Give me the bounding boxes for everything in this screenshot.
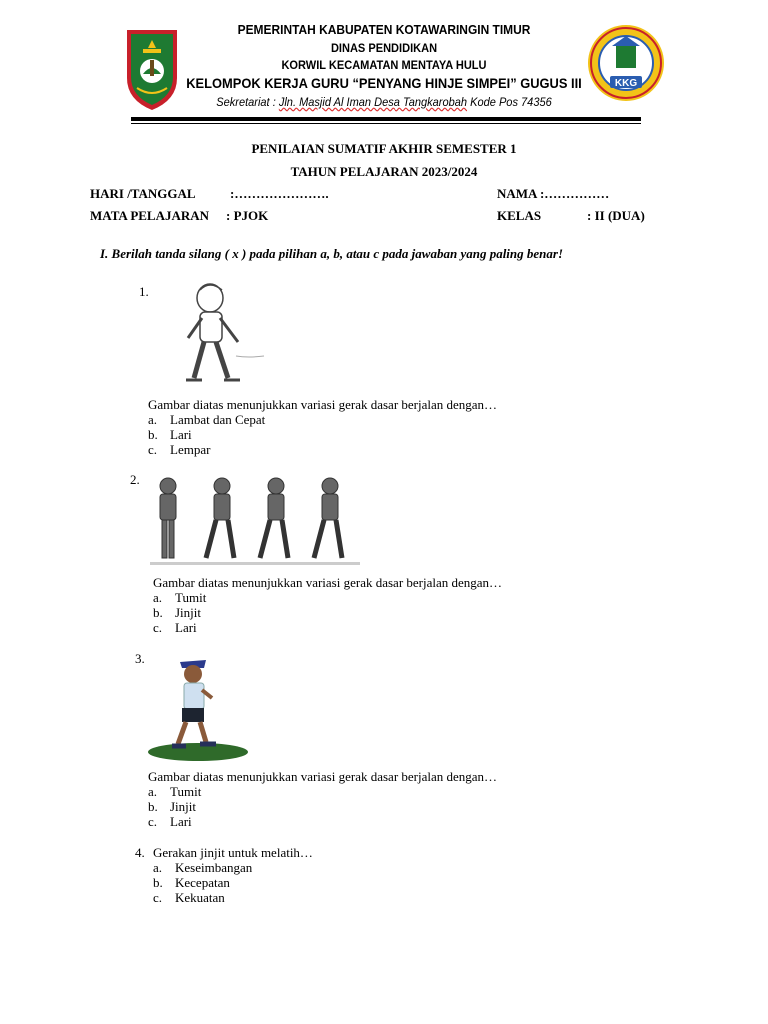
letterhead-divider-thin [131,123,641,124]
address-body: Jln. Masjid Al Iman Desa Tangkarobah [278,95,468,109]
option-letter: a. [153,860,163,875]
kelas-value: : II (DUA) [587,208,645,223]
option-text: Tumit [175,590,207,605]
option-text: Kecepatan [175,875,230,890]
tiptoe-boy-illustration [146,652,252,762]
address-suffix: Kode Pos 74356 [467,95,552,109]
option-letter: c. [153,620,163,635]
option-text: Jinjit [170,799,197,814]
option-letter: b. [153,605,163,620]
question-number: 3. [135,651,145,666]
mapel-value: : PJOK [226,208,269,223]
option-text: Kekuatan [175,890,225,905]
option-text: Lambat dan Cepat [170,412,266,427]
question-number: 1. [139,284,149,299]
option-b [153,875,230,891]
option-letter: a. [153,590,163,605]
option-letter: b. [148,427,158,442]
option-text: Lari [170,427,192,442]
question-number: 2. [130,472,140,487]
hari-value: :…………………. [230,186,329,201]
exam-year: TAHUN PELAJARAN 2023/2024 [290,164,478,179]
letterhead-kkg: KELOMPOK KERJA GURU “PENYANG HINJE SIMPEI” GUGUS III [186,75,582,91]
option-c [148,442,210,458]
option-text: Tumit [170,784,202,799]
option-b [148,427,192,443]
option-letter: c. [148,814,158,829]
kelas-label: KELAS [497,208,542,223]
question-text: Gambar diatas menunjukkan variasi gerak dasar berjalan dengan… [153,575,503,590]
nama-field: NAMA :…………… [497,186,610,201]
question-text: Gerakan jinjit untuk melatih… [153,845,313,860]
letterhead-korwil: KORWIL KECAMATAN MENTAYA HULU [281,58,487,72]
address-prefix: Sekretariat : [216,95,279,109]
option-letter: a. [148,412,158,427]
option-c [153,620,197,636]
instruction: I. Berilah tanda silang ( x ) pada pilihan a, b, atau c pada jawaban yang paling benar! [100,246,564,261]
option-letter: b. [148,799,158,814]
letterhead-government: PEMERINTAH KABUPATEN KOTAWARINGIN TIMUR [237,22,531,37]
option-b [153,605,201,621]
letterhead-address [31,95,738,109]
option-a [153,860,252,876]
option-a [148,784,201,800]
option-c [148,814,192,830]
option-letter: c. [148,442,158,457]
mapel-label: MATA PELAJARAN [90,208,210,223]
option-b [148,799,196,815]
letterhead-department: DINAS PENDIDIKAN [330,41,438,55]
option-letter: a. [148,784,158,799]
question-text: Gambar diatas menunjukkan variasi gerak dasar berjalan dengan… [148,769,498,784]
option-c [153,890,225,906]
kkg-logo-text: KKG [614,78,638,89]
question-text: Gambar diatas menunjukkan variasi gerak dasar berjalan dengan… [148,397,498,412]
option-a [153,590,206,606]
letterhead-divider-thick [131,117,641,121]
question-number: 4. [135,845,145,860]
walking-sequence-illustration [150,474,360,570]
walking-boy-illustration [176,280,268,390]
option-a [148,412,265,428]
option-letter: b. [153,875,163,890]
option-text: Lari [175,620,197,635]
option-text: Lempar [170,442,211,457]
option-letter: c. [153,890,163,905]
hari-label: HARI /TANGGAL [90,186,196,201]
option-text: Lari [170,814,192,829]
exam-title: PENILAIAN SUMATIF AKHIR SEMESTER 1 [251,141,517,156]
option-text: Jinjit [175,605,202,620]
option-text: Keseimbangan [175,860,253,875]
